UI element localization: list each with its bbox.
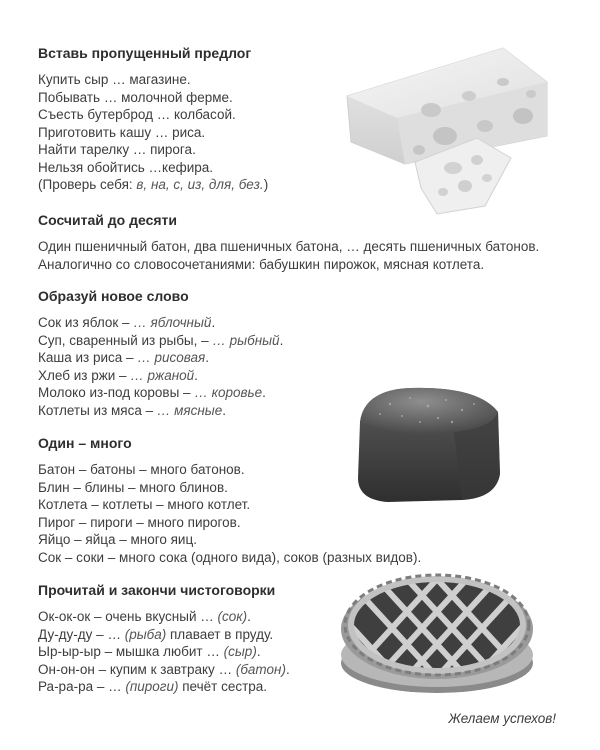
answer-word: (рыба) [124,626,167,642]
line-text: Он-он-он – купим к завтраку … [38,661,236,677]
line-text: Сок из яблок – [38,315,134,330]
line-text: Молоко из-под коровы – [38,385,195,400]
line-text: . [279,332,284,348]
line-text: Каша из риса – [38,350,138,365]
answer-check-line [38,176,268,194]
line-text: Ок-ок-ок – очень вкусный … [38,609,218,624]
answer-word: (сок) [217,609,248,624]
answer-word: … ржаной [130,367,195,383]
exercise-line: Приготовить кашу … риса. [38,124,206,140]
exercise-line: Найти тарелку … пирога. [38,142,196,157]
section-preposition [38,44,268,194]
exercise-line: Съесть бутерброд … колбасой. [38,107,236,122]
exercise-line: Пирог – пироги – много пирогов. [38,514,241,530]
cheese-image [335,38,580,218]
line-text: . [247,609,251,624]
answer-word: (сыр) [223,644,257,659]
answer-word: … рыбный [212,332,280,348]
line-text: Хлеб из ржи – [38,367,131,383]
exercise-line: Купить сыр … магазине. [38,72,191,87]
exercise-line [38,314,283,332]
line-text: Суп, сваренный из рыбы, – [38,332,213,348]
line-text: (Проверь себя: [38,177,137,192]
exercise-line [38,661,290,679]
exercise-line: Блин – блины – много блинов. [38,479,228,495]
exercise-line [38,332,283,350]
exercise-line: Аналогично со словосочетаниями: бабушкин пирожок, мясная котлета. [38,256,485,272]
exercise-line [38,349,283,367]
answer-word: … рисовая [137,350,206,365]
section-counting [38,211,539,273]
answer-word: … коровье [194,385,263,400]
exercise-line: Батон – батоны – много батонов. [38,462,245,477]
exercise-line: Котлета – котлеты – много котлет. [38,497,251,512]
section-heading: Образуй новое слово [38,288,189,304]
line-text: Ыр-ыр-ыр – мышка любит … [38,644,224,659]
exercise-line [38,678,290,696]
section-heading: Прочитай и закончи чистоговорки [38,582,276,598]
line-text: . [285,661,290,677]
answer-word: … яблочный [133,315,212,330]
line-text: . [194,367,198,383]
line-text: печёт сестра. [178,679,268,694]
closing-wish: Желаем успехов! [448,711,556,726]
bread-image [350,382,510,504]
exercise-line [38,367,283,385]
section-new-word [38,287,283,419]
line-text: . [222,402,226,418]
line-text: ) [263,177,269,192]
line-text: Ра-ра-ра – … [38,679,126,694]
exercise-line: Один пшеничный батон, два пшеничных батона, … десять пшеничных батонов. [38,239,540,254]
section-heading: Один – много [38,435,132,451]
section-heading: Сосчитай до десяти [38,212,178,228]
exercise-line: Нельзя обойтись …кефира. [38,159,213,175]
exercise-line [38,402,283,420]
section-heading: Вставь пропущенный предлог [38,45,252,61]
exercise-line [38,384,283,402]
line-text: . [256,644,261,659]
exercise-line: Яйцо – яйца – много яиц. [38,532,197,547]
line-text: Котлеты из мяса – [38,402,157,418]
line-text: . [211,315,216,330]
section-tongue-twisters [38,581,290,696]
exercise-line [38,608,290,626]
exercise-line [38,643,290,661]
exercise-line: Сок – соки – много сока (одного вида), соков (разных видов). [38,549,422,565]
answer-word: … мясные [156,402,223,418]
answer-word: (пироги) [125,679,179,694]
answer-hint: в, на, с, из, для, без. [136,177,264,192]
exercise-line [38,626,290,644]
line-text: плавает в пруду. [166,626,274,642]
exercise-line: Побывать … молочной ферме. [38,89,233,105]
line-text: . [262,385,266,400]
line-text: . [205,350,210,365]
line-text: Ду-ду-ду – … [38,626,125,642]
answer-word: (батон) [235,661,286,677]
pie-image [336,567,538,699]
